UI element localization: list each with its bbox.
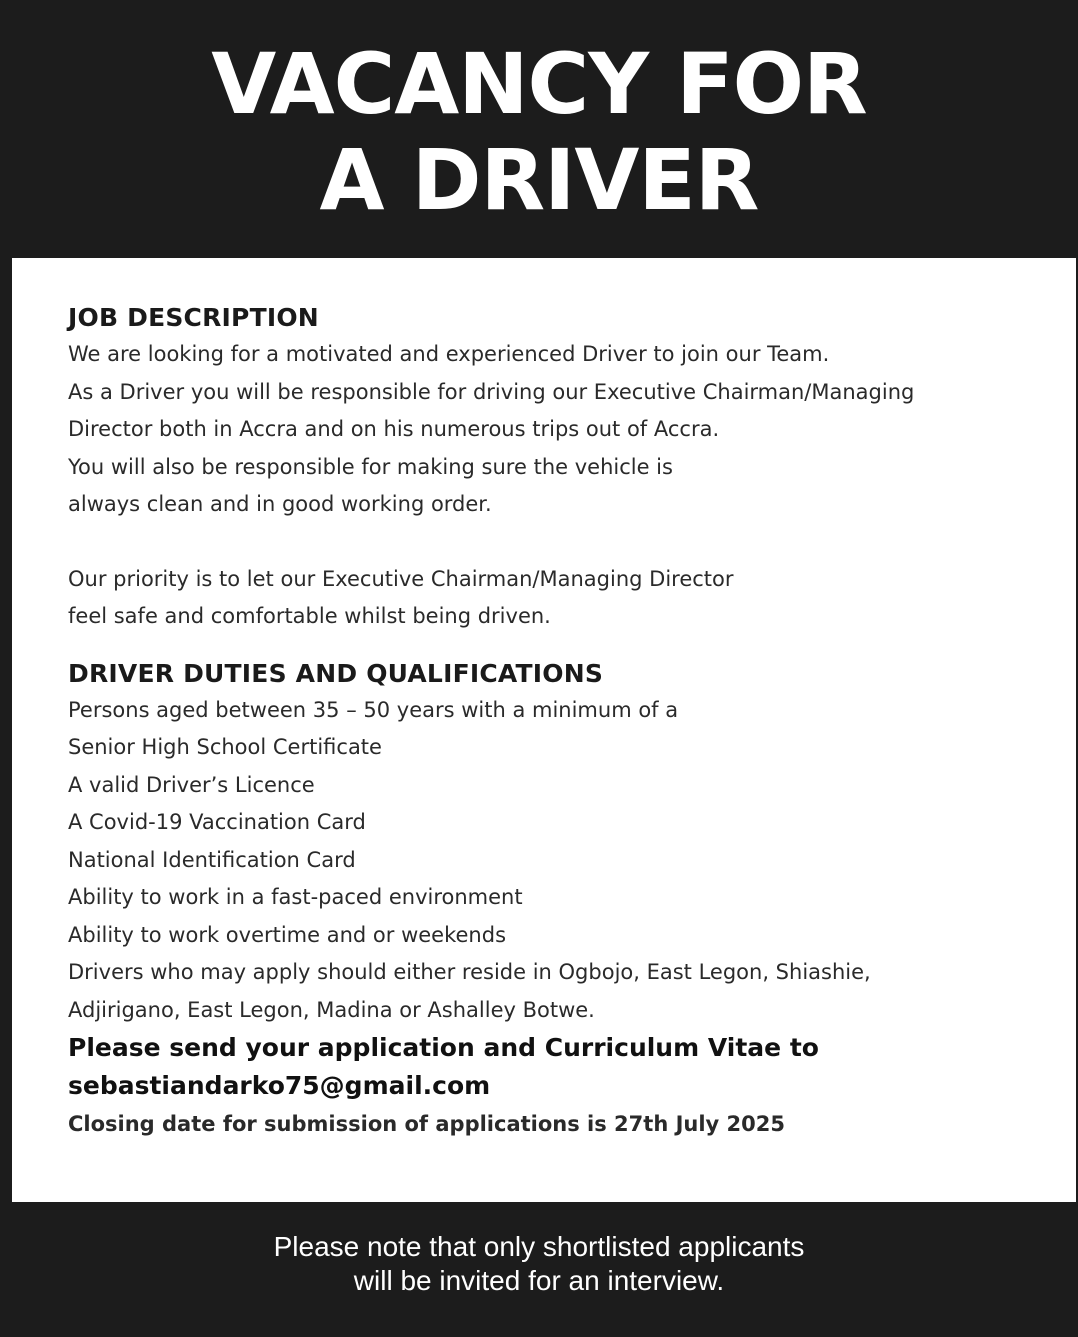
footer-banner	[0, 1202, 1078, 1337]
headline-line-2: A DRIVER	[319, 131, 759, 229]
headline-line-1: VACANCY FOR	[211, 35, 867, 133]
closing-date: Closing date for submission of applications is 27th July 2025	[68, 1112, 785, 1136]
application-email: sebastiandarko75@gmail.com	[68, 1070, 491, 1100]
job-description-heading: JOB DESCRIPTION	[68, 303, 319, 332]
paragraph-spacer	[68, 524, 1058, 561]
priority-line: feel safe and comfortable whilst being driven.	[68, 604, 551, 628]
duty-line: Ability to work overtime and or weekends	[68, 922, 507, 947]
section-spacer	[68, 636, 1058, 656]
job-description-line: As a Driver you will be responsible for driving our Executive Chairman/Managing	[68, 379, 915, 404]
duty-line: Adjirigano, East Legon, Madina or Ashalley Botwe.	[68, 997, 595, 1022]
application-instruction: Please send your application and Curriculum Vitae to	[68, 1033, 819, 1062]
duty-line: Drivers who may apply should either reside in Ogbojo, East Legon, Shiashie,	[68, 960, 871, 984]
job-description-line: We are looking for a motivated and experienced Driver to join our Team.	[68, 342, 830, 366]
duty-line: Senior High School Certificate	[68, 735, 382, 759]
duty-line: A valid Driver’s Licence	[68, 772, 315, 797]
job-description-line: always clean and in good working order.	[68, 492, 492, 516]
content-panel	[12, 258, 1076, 1202]
body-text	[68, 300, 1058, 1144]
priority-line: Our priority is to let our Executive Chairman/Managing Director	[68, 566, 734, 591]
footer-note-line-1: Please note that only shortlisted applicants	[273, 1231, 805, 1262]
duty-line: National Identification Card	[68, 847, 356, 872]
duty-line: Ability to work in a fast-paced environment	[68, 885, 523, 909]
header-banner	[0, 0, 1078, 258]
duties-heading: DRIVER DUTIES AND QUALIFICATIONS	[68, 658, 604, 688]
job-description-line: Director both in Accra and on his numerous trips out of Accra.	[68, 417, 720, 441]
job-description-line: You will also be responsible for making sure the vehicle is	[68, 454, 673, 479]
footer-note-line-2: will be invited for an interview.	[353, 1265, 725, 1296]
duty-line: Persons aged between 35 – 50 years with a minimum of a	[68, 697, 679, 722]
duty-line: A Covid-19 Vaccination Card	[68, 810, 366, 834]
